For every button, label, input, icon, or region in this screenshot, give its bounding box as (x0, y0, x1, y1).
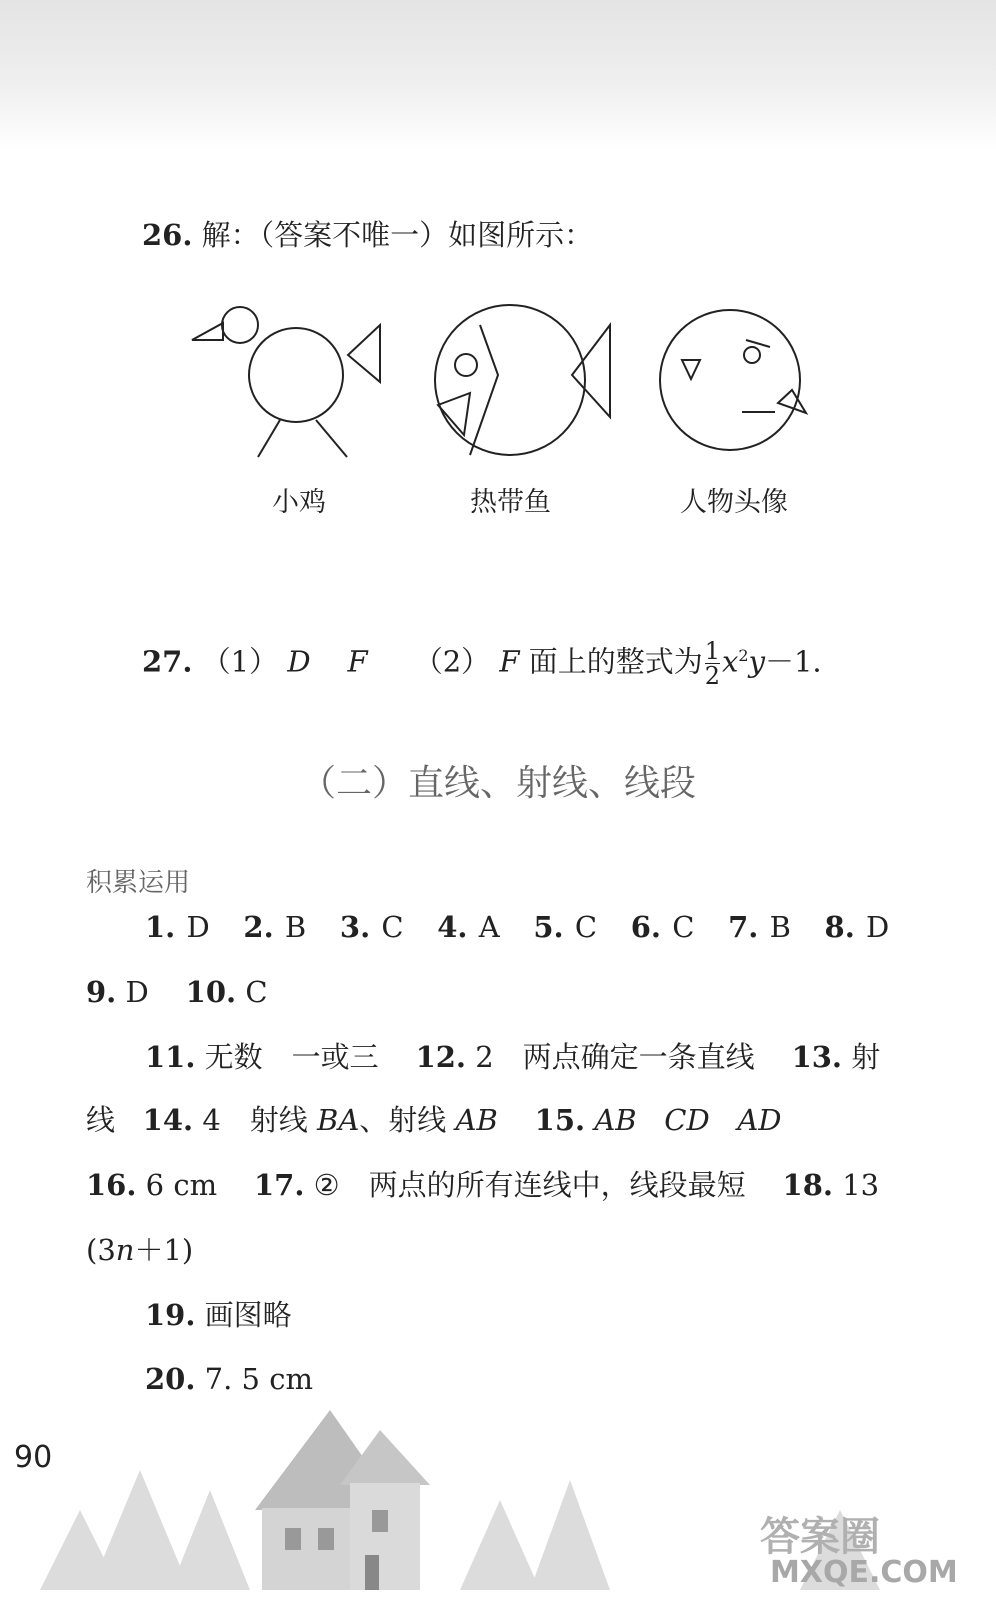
segment-ab: AB (594, 1103, 637, 1137)
answer-13-text: 射 (851, 1040, 881, 1074)
answer-number: 20. (145, 1362, 196, 1396)
answer-number: 17. (253, 1168, 305, 1202)
fraction-denominator: 2 (704, 662, 721, 691)
question-27 (142, 630, 822, 691)
answer-number: 12. (415, 1040, 467, 1074)
answers-row-1 (145, 910, 889, 944)
chick-tail-triangle (348, 325, 380, 382)
answer-16-text: 6 cm (145, 1168, 218, 1202)
answer-12-text: 2 两点确定一条直线 (475, 1040, 755, 1074)
question-26 (142, 218, 593, 252)
answers-row-4 (86, 1103, 782, 1137)
answer-value: D (125, 975, 149, 1009)
tropical-fish-drawing (435, 305, 610, 455)
variable-y: y (748, 644, 765, 679)
caption-portrait: 人物头像 (680, 487, 788, 518)
answer-11-text: 无数 一或三 (204, 1040, 379, 1074)
answer-number: 4. (437, 910, 468, 944)
answer-number: 1. (145, 910, 176, 944)
answer-17-text: ② 两点的所有连线中，线段最短 (313, 1168, 746, 1202)
snow-trees-left (40, 1470, 250, 1590)
eyebrow-line (746, 340, 770, 347)
chick-drawing (192, 307, 380, 457)
answer-f: F (347, 644, 368, 679)
face-f: F (499, 644, 520, 679)
exponent: 2 (738, 646, 749, 665)
answer-number: 8. (824, 910, 855, 944)
fraction-numerator: 1 (704, 637, 721, 666)
answer-20-text: 7. 5 cm (204, 1362, 313, 1396)
variable-n: n (115, 1233, 135, 1267)
answer-value: D (186, 910, 210, 944)
chick-leg-right (316, 420, 347, 457)
ray-ba: BA (317, 1103, 360, 1137)
answer-value: B (284, 910, 307, 944)
watermark-url: MXQE.COM (770, 1555, 958, 1590)
fish-mouth-line (470, 325, 498, 455)
answers-row-2 (86, 975, 268, 1009)
chick-leg-left (258, 420, 280, 457)
answer-value: C (381, 910, 404, 944)
answer-number: 7. (728, 910, 759, 944)
house-drawing (255, 1410, 430, 1590)
answer-18-text: 13 (842, 1168, 880, 1202)
answer-number: 18. (782, 1168, 833, 1202)
answer-value: D (866, 910, 890, 944)
watermark-logo: 答案圈 (760, 1514, 880, 1560)
head-circle (660, 310, 800, 450)
fish-tail-triangle (572, 325, 610, 417)
ear-triangle (778, 390, 806, 413)
segment-cd: CD (664, 1103, 710, 1137)
answer-number: 15. (534, 1103, 586, 1137)
portrait-drawing (660, 310, 806, 450)
chick-head-circle (222, 307, 258, 343)
answer-number: 14. (142, 1103, 194, 1137)
expression-tail: －1. (764, 644, 822, 679)
fraction-one-half (704, 637, 721, 691)
answer-value: A (478, 910, 500, 944)
answer-text: 面上的整式为 (528, 644, 703, 679)
answer-number: 3. (339, 910, 371, 944)
answer-number: 9. (86, 975, 117, 1009)
fish-body-circle (435, 305, 585, 455)
subsection-heading: 积累运用 (86, 868, 191, 898)
answer-number: 10. (185, 975, 237, 1009)
answers-row-6 (86, 1233, 193, 1267)
answer-number: 19. (145, 1298, 196, 1332)
answer-number: 2. (243, 910, 274, 944)
caption-fish: 热带鱼 (470, 487, 551, 518)
answer-value: C (574, 910, 598, 944)
answer-number: 6. (630, 910, 661, 944)
answer-19-text: 画图略 (204, 1298, 292, 1332)
page-number: 90 (14, 1440, 53, 1475)
ray-ab: AB (455, 1103, 498, 1137)
answer-number: 13. (791, 1040, 843, 1074)
answer-19 (145, 1298, 292, 1332)
chick-body-circle (249, 328, 343, 422)
answer-14-text: 4 射线 (202, 1103, 308, 1137)
answer-value: B (769, 910, 791, 944)
answer-14-text-2: 、射线 (359, 1103, 447, 1137)
answer-number: 11. (145, 1040, 196, 1074)
answers-row-3 (145, 1040, 880, 1074)
left-eye-triangle (682, 360, 700, 379)
segment-ad: AD (737, 1103, 782, 1137)
variable-x: x (722, 644, 739, 679)
question-text: 解：（答案不唯一）如图所示： (201, 218, 594, 252)
answers-row-5 (86, 1168, 879, 1202)
answer-value: C (672, 910, 695, 944)
question-number: 26. (142, 218, 193, 252)
answer-18-open: (3 (86, 1233, 116, 1267)
answer-18-close: ＋1) (134, 1233, 194, 1267)
answer-d: D (287, 644, 311, 679)
part-label-1: （1） (201, 644, 279, 679)
question-number: 27. (142, 644, 193, 679)
part-label-2: （2） (413, 644, 491, 679)
chick-beak-triangle (192, 323, 223, 340)
answer-13-continued: 线 (86, 1103, 116, 1137)
answer-number: 5. (533, 910, 564, 944)
fish-eye-circle (455, 354, 477, 376)
top-decorative-band (0, 0, 996, 150)
section-title: （二）直线、射线、线段 (300, 763, 697, 804)
caption-chick: 小鸡 (272, 487, 326, 518)
answer-value: C (245, 975, 268, 1009)
answer-number: 16. (86, 1168, 137, 1202)
right-eye-circle (744, 347, 760, 363)
